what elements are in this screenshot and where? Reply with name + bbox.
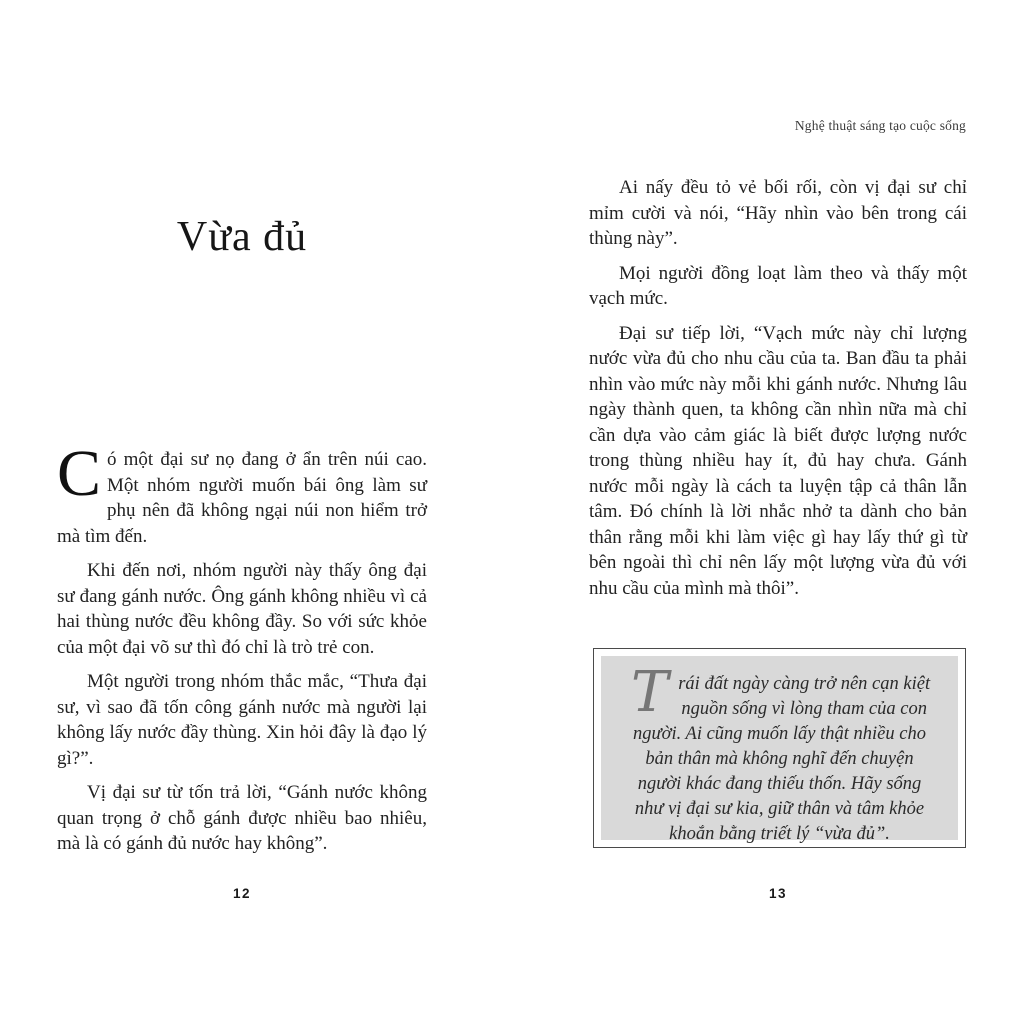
paragraph-text: ó một đại sư nọ đang ở ẩn trên núi cao. Một nhóm người muốn bái ông làm sư phụ nên đã không ngại núi non hiểm trở mà tìm đến. xyxy=(57,449,427,547)
body-paragraph: Một người trong nhóm thắc mắc, “Thưa đại sư, vì sao đã tốn công gánh nước mà người lại không lấy nước đầy thùng. Xin hỏi đây là đạo lý gì?”. xyxy=(57,671,427,769)
right-page xyxy=(589,0,967,1024)
body-paragraph xyxy=(57,437,427,549)
quote-panel xyxy=(601,656,958,844)
drop-cap-letter: C xyxy=(57,437,102,510)
right-body-text xyxy=(589,175,967,610)
left-body-text xyxy=(57,437,427,866)
body-paragraph: Đại sư tiếp lời, “Vạch mức này chỉ lượng nước vừa đủ cho nhu cầu của ta. Ban đầu ta phải nhìn vào mức này mỗi khi gánh nước. Nhưng lâu ngày thành quen, ta không cần nhìn nữa mà chỉ cần dựa vào cảm giác là biết được lượng nước trong thùng nhiều hay ít, đủ hay chưa. Gánh nước mỗi ngày là cách ta luyện tập cả thân lẫn tâm. Đó chính là lời nhắc nhở ta dành cho bản thân rằng mỗi khi làm việc gì hay lấy thứ gì từ bên ngoài thì chỉ nên lấy một lượng vừa đủ với nhu cầu của mình mà thôi”. xyxy=(589,322,967,599)
chapter-title: Vừa đủ xyxy=(176,214,308,260)
left-page xyxy=(57,0,427,1024)
running-header: Nghệ thuật sáng tạo cuộc sống xyxy=(794,118,966,133)
quote-text: rái đất ngày càng trở nên cạn kiệt nguồn sống vì lòng tham của con người. Ai cũng muốn lấy thật nhiều cho bản thân mà không nghĩ đến chuyện người khác đang thiếu thốn. Hãy sống như vị đại sư kia, giữ thân và tâm khỏe khoắn bằng triết lý “vừa đủ”. xyxy=(633,674,931,844)
body-paragraph: Ai nấy đều tỏ vẻ bối rối, còn vị đại sư chỉ mỉm cười và nói, “Hãy nhìn vào bên trong cái thùng này”. xyxy=(589,177,967,249)
body-paragraph: Khi đến nơi, nhóm người này thấy ông đại sư đang gánh nước. Ông gánh không nhiều vì cả hai thùng nước đều không đầy. So với sức khỏe của một đại võ sư thì đó chỉ là trò trẻ con. xyxy=(57,560,427,658)
body-paragraph: Vị đại sư từ tốn trả lời, “Gánh nước không quan trọng ở chỗ gánh được nhiều bao nhiêu, mà là có gánh đủ nước hay không”. xyxy=(57,782,427,854)
page-number-right: 13 xyxy=(768,886,788,901)
body-paragraph: Mọi người đồng loạt làm theo và thấy một vạch mức. xyxy=(589,262,967,309)
quote-drop-cap-letter: T xyxy=(631,660,669,725)
page-number-left: 12 xyxy=(232,886,252,901)
quote-box xyxy=(593,648,966,848)
